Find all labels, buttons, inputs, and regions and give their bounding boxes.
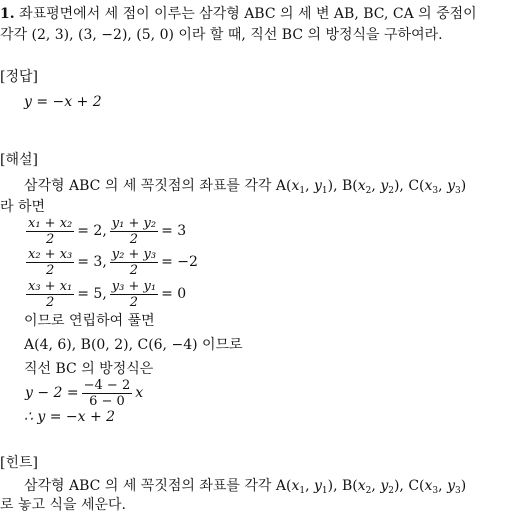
- sub-1: 1: [299, 186, 306, 196]
- equation-value: = −2: [161, 254, 198, 270]
- solution-step-3: 직선 BC 의 방정식은: [24, 361, 154, 377]
- equation-row-1: [24, 216, 187, 246]
- var-x1: x: [291, 478, 300, 494]
- sub-1b: 1: [321, 186, 328, 196]
- sep: ,: [438, 478, 448, 494]
- equation-row-2: [24, 247, 199, 277]
- line-equation: [24, 378, 144, 408]
- fraction: [110, 279, 158, 310]
- sub-1b: 1: [321, 486, 328, 496]
- answer-heading: [정답]: [0, 69, 38, 85]
- denominator: 6 − 0: [89, 393, 125, 409]
- answer-value: y = −x + 2: [24, 94, 102, 110]
- numerator: y₃ + y₁: [111, 278, 157, 294]
- equation-value: = 2,: [77, 223, 107, 239]
- sub-2b: 2: [388, 486, 394, 496]
- equation-value: = 0: [161, 286, 187, 302]
- problem-number: 1.: [0, 6, 15, 22]
- var-y2: y: [380, 178, 389, 194]
- var-y3: y: [447, 178, 455, 194]
- sub-3b: 3: [454, 186, 461, 196]
- equation-row-3: [24, 279, 187, 309]
- denominator: 2: [45, 262, 55, 278]
- equation-value: = 5,: [77, 286, 107, 302]
- solution-conclusion: ∴ y = −x + 2: [24, 409, 116, 425]
- var-x2: x: [357, 178, 366, 194]
- sep: ,: [305, 178, 314, 194]
- numerator: y₁ + y₂: [111, 215, 157, 231]
- var-y1: y: [313, 478, 322, 494]
- numerator: x₃ + x₁: [28, 278, 73, 294]
- var-x2: x: [357, 478, 366, 494]
- end-paren: ): [460, 178, 467, 194]
- fraction: [26, 216, 74, 247]
- numerator: −4 − 2: [83, 377, 131, 393]
- mid1: ), B(: [327, 478, 358, 494]
- hint-heading: [힌트]: [0, 455, 38, 471]
- sub-3: 3: [432, 186, 439, 196]
- denominator: 2: [129, 294, 139, 310]
- solution-step-2: A(4, 6), B(0, 2), C(6, −4) 이므로: [24, 337, 243, 353]
- intro-text: 삼각형 ABC 의 세 꼭짓점의 좌표를 각각 A(: [24, 178, 292, 194]
- hint-text: [24, 478, 466, 496]
- hint-text-cont: 로 놓고 식을 세운다.: [0, 497, 126, 513]
- sub-2: 2: [365, 186, 372, 196]
- end-paren: ): [460, 478, 467, 494]
- hint-text-a: 삼각형 ABC 의 세 꼭짓점의 좌표를 각각 A(: [24, 478, 292, 494]
- solution-intro: [24, 178, 466, 196]
- denominator: 2: [129, 262, 139, 278]
- solution-intro-cont: 라 하면: [0, 199, 46, 215]
- problem-text-line1: 좌표평면에서 세 점이 이루는 삼각형 ABC 의 세 변 AB, BC, CA 의 중점이: [19, 6, 477, 22]
- var-y2: y: [380, 478, 389, 494]
- var-y1: y: [313, 178, 322, 194]
- solution-step-1: 이므로 연립하여 풀면: [24, 313, 155, 329]
- equation-value: = 3: [161, 223, 187, 239]
- sub-3: 3: [432, 486, 439, 496]
- var-x3: x: [424, 178, 433, 194]
- fraction: [110, 216, 158, 247]
- denominator: 2: [45, 231, 55, 247]
- var-x1: x: [291, 178, 300, 194]
- sep: ,: [371, 178, 381, 194]
- mid1: ), B(: [327, 178, 358, 194]
- sep: ,: [438, 178, 448, 194]
- sub-2b: 2: [388, 186, 394, 196]
- line-lhs: y − 2 =: [25, 385, 79, 401]
- sep: ,: [371, 478, 381, 494]
- line-rhs: x: [135, 385, 144, 401]
- denominator: 2: [129, 231, 139, 247]
- fraction: [110, 247, 158, 278]
- var-x3: x: [424, 478, 433, 494]
- sub-2: 2: [365, 486, 372, 496]
- problem-statement: [0, 6, 477, 22]
- sep: ,: [305, 478, 314, 494]
- slope-fraction: [82, 378, 133, 409]
- equation-value: = 3,: [77, 254, 107, 270]
- problem-text-line2: 각각 (2, 3), (3, −2), (5, 0) 이라 할 때, 직선 BC 의 방정식을 구하여라.: [0, 27, 443, 43]
- numerator: x₂ + x₃: [28, 246, 73, 262]
- fraction: [26, 279, 74, 310]
- denominator: 2: [45, 294, 55, 310]
- solution-heading: [해설]: [0, 152, 38, 168]
- mid2: ), C(: [393, 178, 425, 194]
- sub-3b: 3: [454, 486, 461, 496]
- numerator: x₁ + x₂: [28, 215, 73, 231]
- mid2: ), C(: [393, 478, 425, 494]
- sub-1: 1: [299, 486, 306, 496]
- fraction: [26, 247, 74, 278]
- var-y3: y: [447, 478, 455, 494]
- numerator: y₂ + y₃: [111, 246, 157, 262]
